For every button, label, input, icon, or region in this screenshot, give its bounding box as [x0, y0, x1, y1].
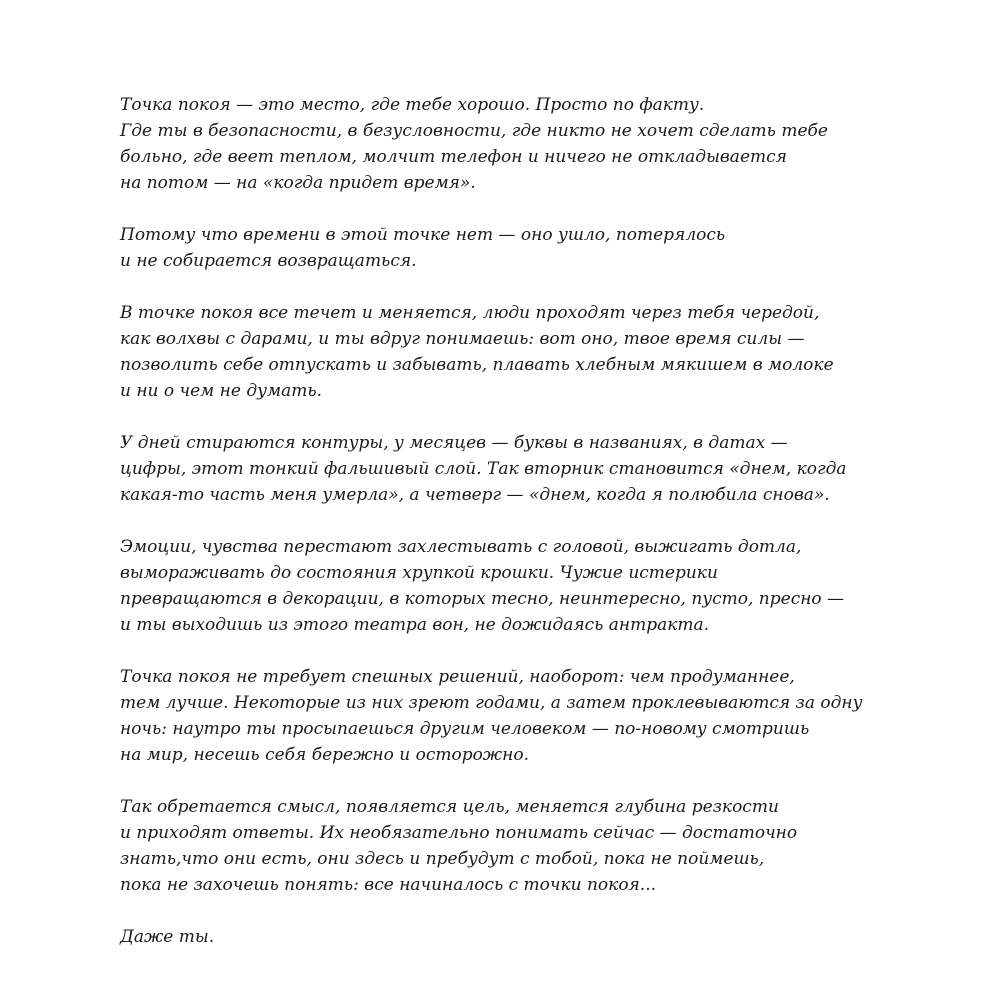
paragraph-2: [120, 222, 960, 274]
text-line: на мир, несешь себя бережно и осторожно.: [120, 745, 529, 765]
text-line: цифры, этот тонкий фальшивый слой. Так вторник становится «днем, когда: [120, 459, 847, 479]
text-line: превращаются в декорации, в которых тесно, неинтересно, пусто, пресно —: [120, 589, 845, 609]
text-line: Точка покоя — это место, где тебе хорошо. Просто по факту.: [120, 95, 705, 115]
text-line: как волхвы с дарами, и ты вдруг понимаешь: вот оно, твое время силы —: [120, 329, 805, 349]
text-line: и ни о чем не думать.: [120, 381, 322, 401]
text-line: и ты выходишь из этого театра вон, не дожидаясь антракта.: [120, 615, 710, 635]
text-line: больно, где веет теплом, молчит телефон и ничего не откладывается: [120, 147, 787, 167]
text-line: и приходят ответы. Их необязательно понимать сейчас — достаточно: [120, 823, 798, 843]
text-line: В точке покоя все течет и меняется, люди проходят через тебя чередой,: [120, 303, 820, 323]
paragraph-3: [120, 300, 960, 404]
text-line: Точка покоя не требует спешных решений, наоборот: чем продуманнее,: [120, 667, 795, 687]
text-line: Где ты в безопасности, в безусловности, где никто не хочет сделать тебе: [120, 121, 828, 141]
paragraph-8: [120, 924, 960, 950]
text-line: на потом — на «когда придет время».: [120, 173, 476, 193]
text-line: какая-то часть меня умерла», а четверг — «днем, когда я полюбила снова».: [120, 485, 830, 505]
paragraph-5: [120, 534, 960, 638]
text-line: пока не захочешь понять: все начиналось с точки покоя...: [120, 875, 657, 895]
text-line: ночь: наутро ты просыпаешься другим человеком — по-новому смотришь: [120, 719, 810, 739]
paragraph-1: [120, 92, 960, 196]
text-line: У дней стираются контуры, у месяцев — буквы в названиях, в датах —: [120, 433, 788, 453]
document-text: [120, 92, 960, 976]
paragraph-7: [120, 794, 960, 898]
text-line: тем лучше. Некоторые из них зреют годами, а затем проклевываются за одну: [120, 693, 863, 713]
paragraph-4: [120, 430, 960, 508]
text-line: Даже ты.: [120, 927, 215, 947]
text-line: Так обретается смысл, появляется цель, меняется глубина резкости: [120, 797, 779, 817]
text-line: Потому что времени в этой точке нет — оно ушло, потерялось: [120, 225, 726, 245]
text-line: позволить себе отпускать и забывать, плавать хлебным мякишем в молоке: [120, 355, 834, 375]
text-line: и не собирается возвращаться.: [120, 251, 417, 271]
text-line: Эмоции, чувства перестают захлестывать с головой, выжигать дотла,: [120, 537, 802, 557]
text-line: знать,что они есть, они здесь и пребудут с тобой, пока не поймешь,: [120, 849, 765, 869]
text-line: вымораживать до состояния хрупкой крошки. Чужие истерики: [120, 563, 718, 583]
paragraph-6: [120, 664, 960, 768]
